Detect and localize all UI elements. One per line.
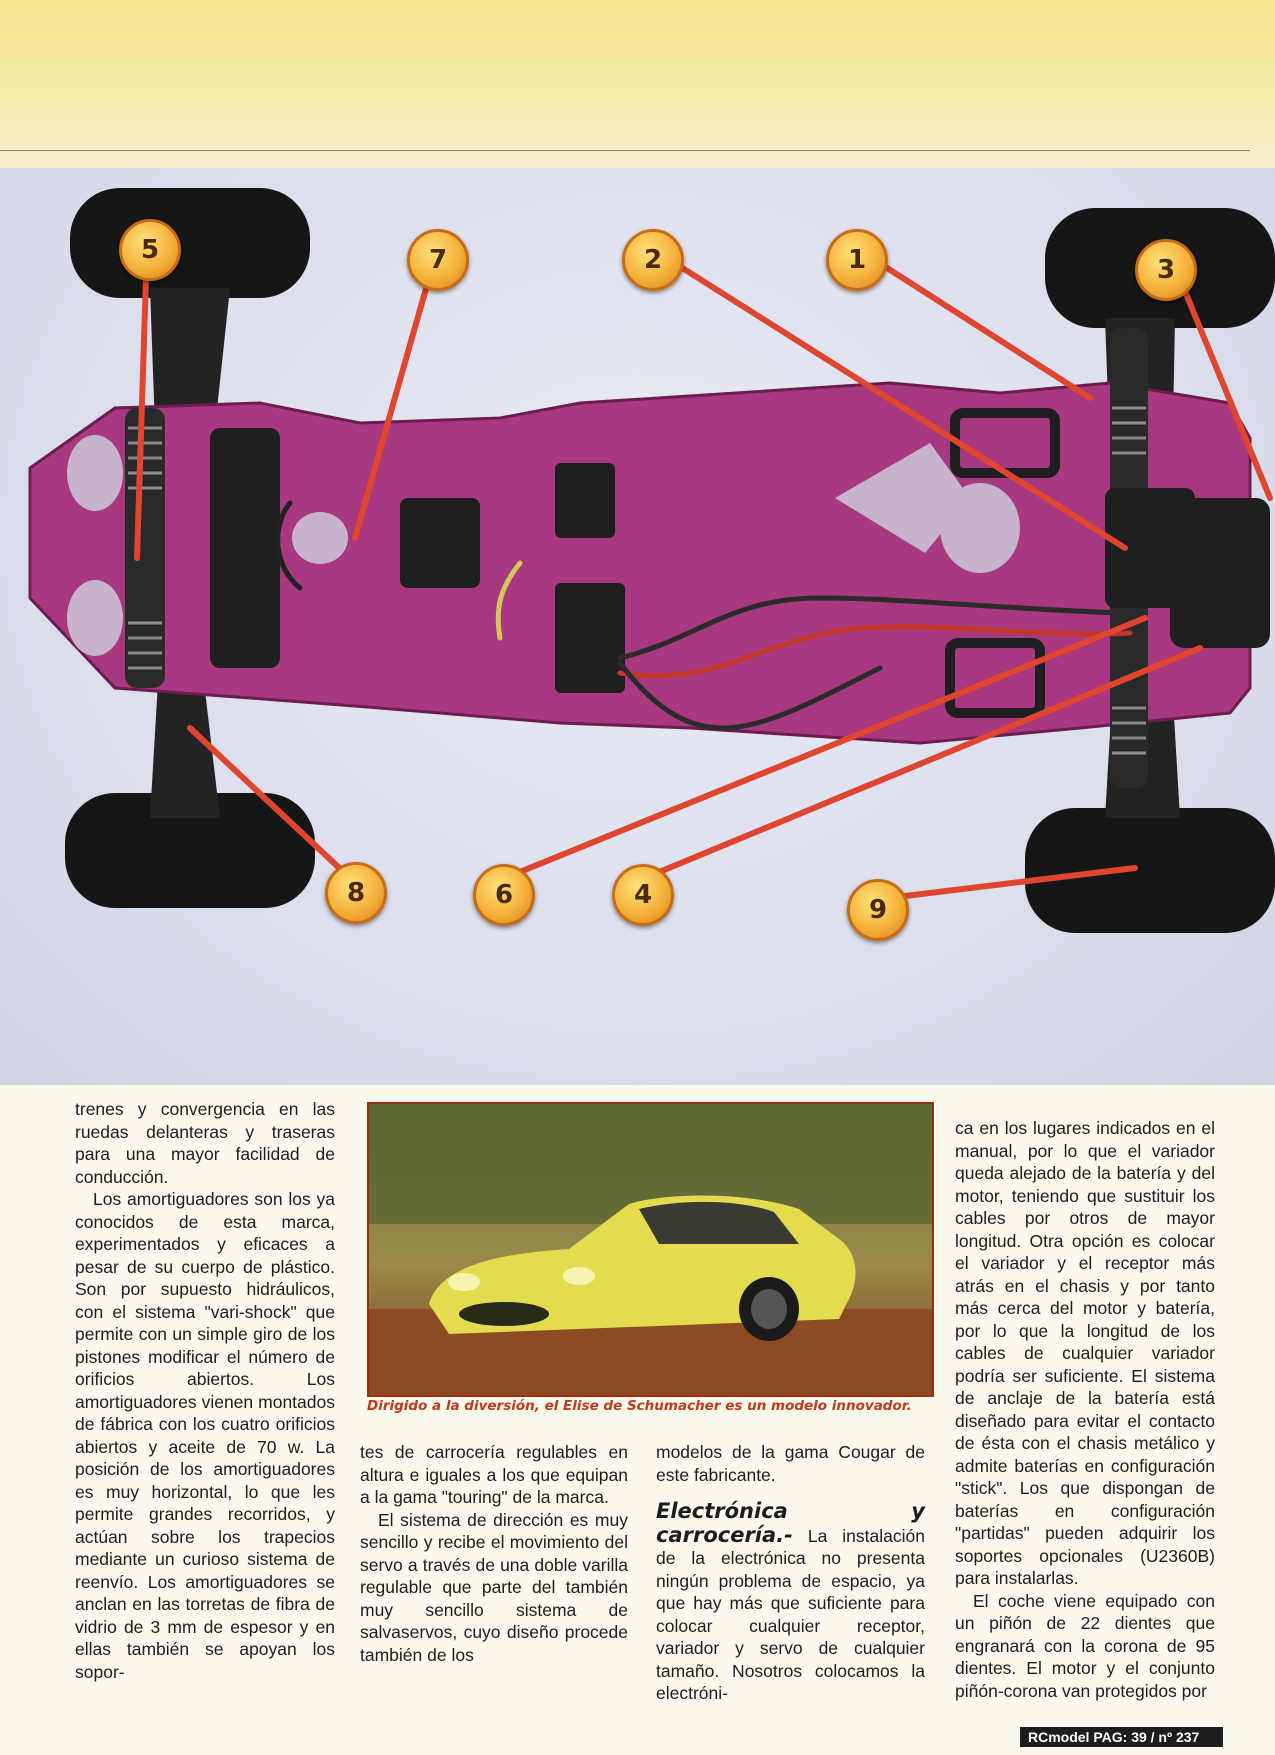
text-column-3 [656,1441,925,1705]
callout-marker-9: 9 [847,879,909,941]
paragraph-text: La instalación de la electrónica no presenta ningún problema de espacio, ya que hay más que suficiente para colocar cualquier receptor, variador y servo de cualquier tamaño. Nosotros colocamos la electróni- [656,1525,925,1703]
callout-marker-2: 2 [622,229,684,291]
chassis-photo [0,168,1275,1085]
paragraph: trenes y convergencia en las ruedas delanteras y traseras para una mayor facilidad de conducción. [75,1099,335,1187]
paragraph: ca en los lugares indicados en el manual, por lo que el variador queda alejado de la batería y del motor, teniendo que sustituir los cables por otros de mayor longitud. Otra opción es colocar el variador y el receptor más atrás en el chasis y por tanto más cerca del motor y batería, por lo que la longitud de los cables de cualquier variador podría ser suficiente. El sistema de anclaje de la batería está diseñado para evitar el contacto de ésta con el chasis metálico y admite baterías en configuración "stick". Los que dispongan de baterías en configuración "partidas" pueden adquirir los soportes opcionales (U2360B) para instalarlas. [955,1118,1215,1588]
text-column-4 [955,1117,1215,1702]
paragraph [656,1500,925,1705]
paragraph: El coche viene equipado con un piñón de 22 dientes que engranará con la corona de 95 dientes. El motor y el conjunto piñón-corona van protegidos por [955,1590,1215,1701]
paragraph: tes de carrocería regulables en altura e iguales a los que equipan a la gama "touring" de la marca. [360,1442,628,1507]
callout-marker-1: 1 [826,229,888,291]
header-rule [0,150,1250,151]
text-column-2 [360,1441,628,1666]
page-footer: RCmodel PAG: 39 / nº 237 [1020,1727,1223,1747]
text-column-1 [75,1098,335,1683]
callout-marker-7: 7 [407,229,469,291]
section-heading: Electrónica y carrocería.- [656,1499,925,1547]
callout-marker-6: 6 [473,864,535,926]
callout-marker-4: 4 [612,864,674,926]
callout-marker-5: 5 [119,219,181,281]
paragraph: Los amortiguadores son los ya conocidos de esta marca, experimentados y eficaces a pesar de su cuerpo de plástico. Son por supuesto hidráulicos, con el sistema "vari-shock" que permite con un simple giro de los pistones modificar el número de orificios abiertos. Los amortiguadores vienen montados de fábrica con los cuatro orificios abiertos y aceite de 70 w. La posición de los amortiguadores es muy horizontal, lo que les permite grandes recorridos, y actúan sobre los trapecios mediante un curioso sistema de reenvío. Los amortiguadores se anclan en las torretas de fibra de vidrio de 3 mm de espesor y en ellas también se apoyan los sopor- [75,1189,335,1682]
car-illustration [369,1104,932,1395]
paragraph: El sistema de dirección es muy sencillo y recibe el movimiento del servo a través de una doble varilla regulable que parte del también muy sencillo sistema de salvaservos, cuyo diseño procede también de los [360,1509,628,1665]
car-photo [367,1102,934,1397]
photo-caption: Dirigido a la diversión, el Elise de Schumacher es un modelo innovador. [367,1398,912,1414]
paragraph: modelos de la gama Cougar de este fabricante. [656,1442,925,1485]
callout-marker-3: 3 [1135,239,1197,301]
callout-marker-8: 8 [325,862,387,924]
chassis-illustration [0,168,1275,1085]
top-color-band [0,0,1275,170]
